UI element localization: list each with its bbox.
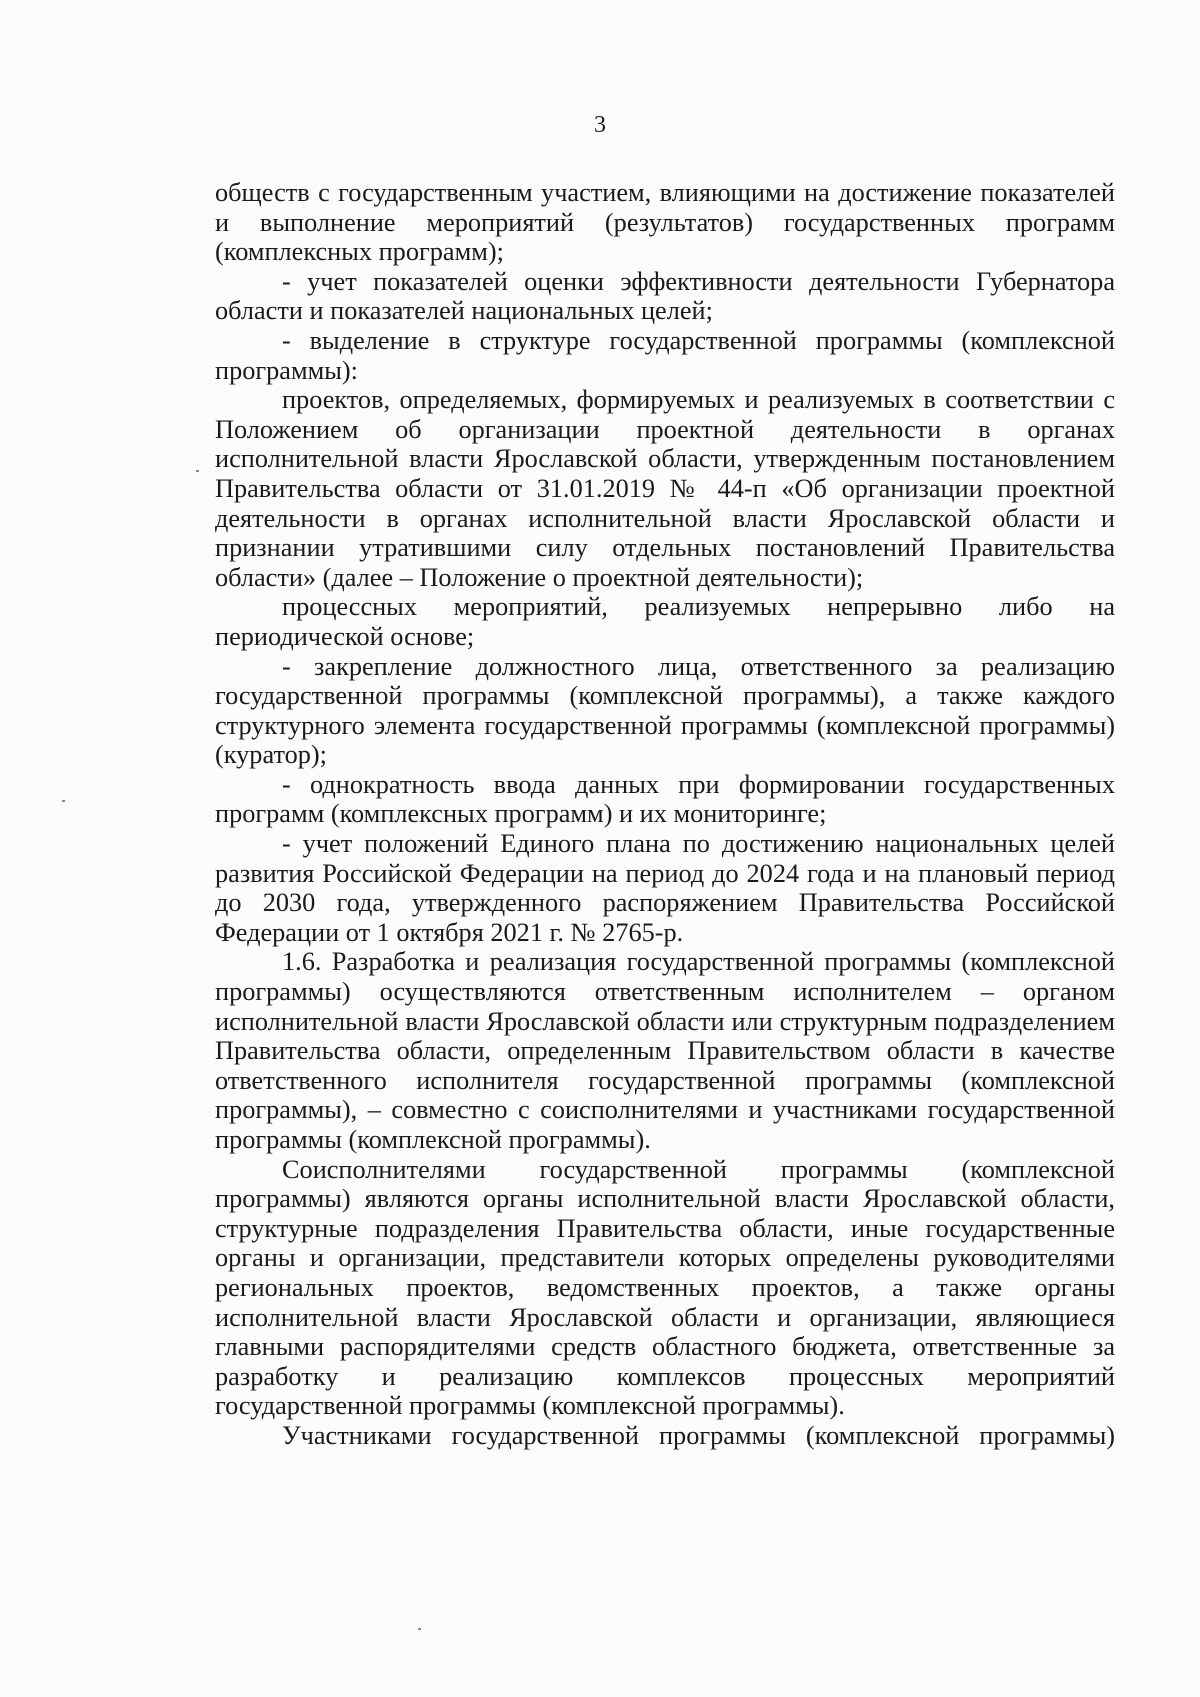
page-number: 3 xyxy=(594,112,606,138)
scan-speck xyxy=(62,800,65,802)
scan-speck xyxy=(196,470,199,472)
paragraph-7: - однократность ввода данных при формировании государственных программ (комплексных программ) и их мониторинге; xyxy=(215,769,1115,829)
scan-speck xyxy=(418,1628,421,1630)
paragraph-6: - закрепление должностного лица, ответственного за реализацию государственной программы (комплексной программы), а также каждого структурного элемента государственной программы (комплексной программы) (куратор); xyxy=(215,651,1115,770)
document-body xyxy=(215,178,1115,1451)
paragraph-3: - выделение в структуре государственной программы (комплексной программы): xyxy=(215,325,1115,385)
paragraph-10: Соисполнителями государственной программы (комплексной программы) являются органы исполнительной власти Ярославской области, структурные подразделения Правительства области, иные государственные органы и организации, представители которых определены руководителями региональных проектов, ведомственных проектов, а также органы исполнительной власти Ярославской области и организации, являющиеся главными распорядителями средств областного бюджета, ответственные за разработку и реализацию комплексов процессных мероприятий государственной программы (комплексной программы). xyxy=(215,1154,1115,1421)
paragraph-9: 1.6. Разработка и реализация государственной программы (комплексной программы) осуществляются ответственным исполнителем – органом исполнительной власти Ярославской области или структурным подразделением Правительства области, определенным Правительством области в качестве ответственного исполнителя государственной программы (комплексной программы), – совместно с соисполнителями и участниками государственной программы (комплексной программы). xyxy=(215,947,1115,1154)
paragraph-4: проектов, определяемых, формируемых и реализуемых в соответствии с Положением об организации проектной деятельности в органах исполнительной власти Ярославской области, утвержденным постановлением Правительства области от 31.01.2019 № 44-п «Об организации проектной деятельности в органах исполнительной власти Ярославской области и признании утратившими силу отдельных постановлений Правительства области» (далее – Положение о проектной деятельности); xyxy=(215,385,1115,592)
paragraph-5: процессных мероприятий, реализуемых непрерывно либо на периодической основе; xyxy=(215,592,1115,651)
paragraph-2: - учет показателей оценки эффективности деятельности Губернатора области и показателей национальных целей; xyxy=(215,266,1115,326)
paragraph-1: обществ с государственным участием, влияющими на достижение показателей и выполнение мероприятий (результатов) государственных программ (комплексных программ); xyxy=(215,178,1115,267)
paragraph-11: Участниками государственной программы (комплексной программы) xyxy=(282,1420,1115,1450)
paragraph-8: - учет положений Единого плана по достижению национальных целей развития Российской Федерации на период до 2024 года и на плановый период до 2030 года, утвержденного распоряжением Правительства Российской Федерации от 1 октября 2021 г. № 2765-р. xyxy=(215,829,1115,947)
